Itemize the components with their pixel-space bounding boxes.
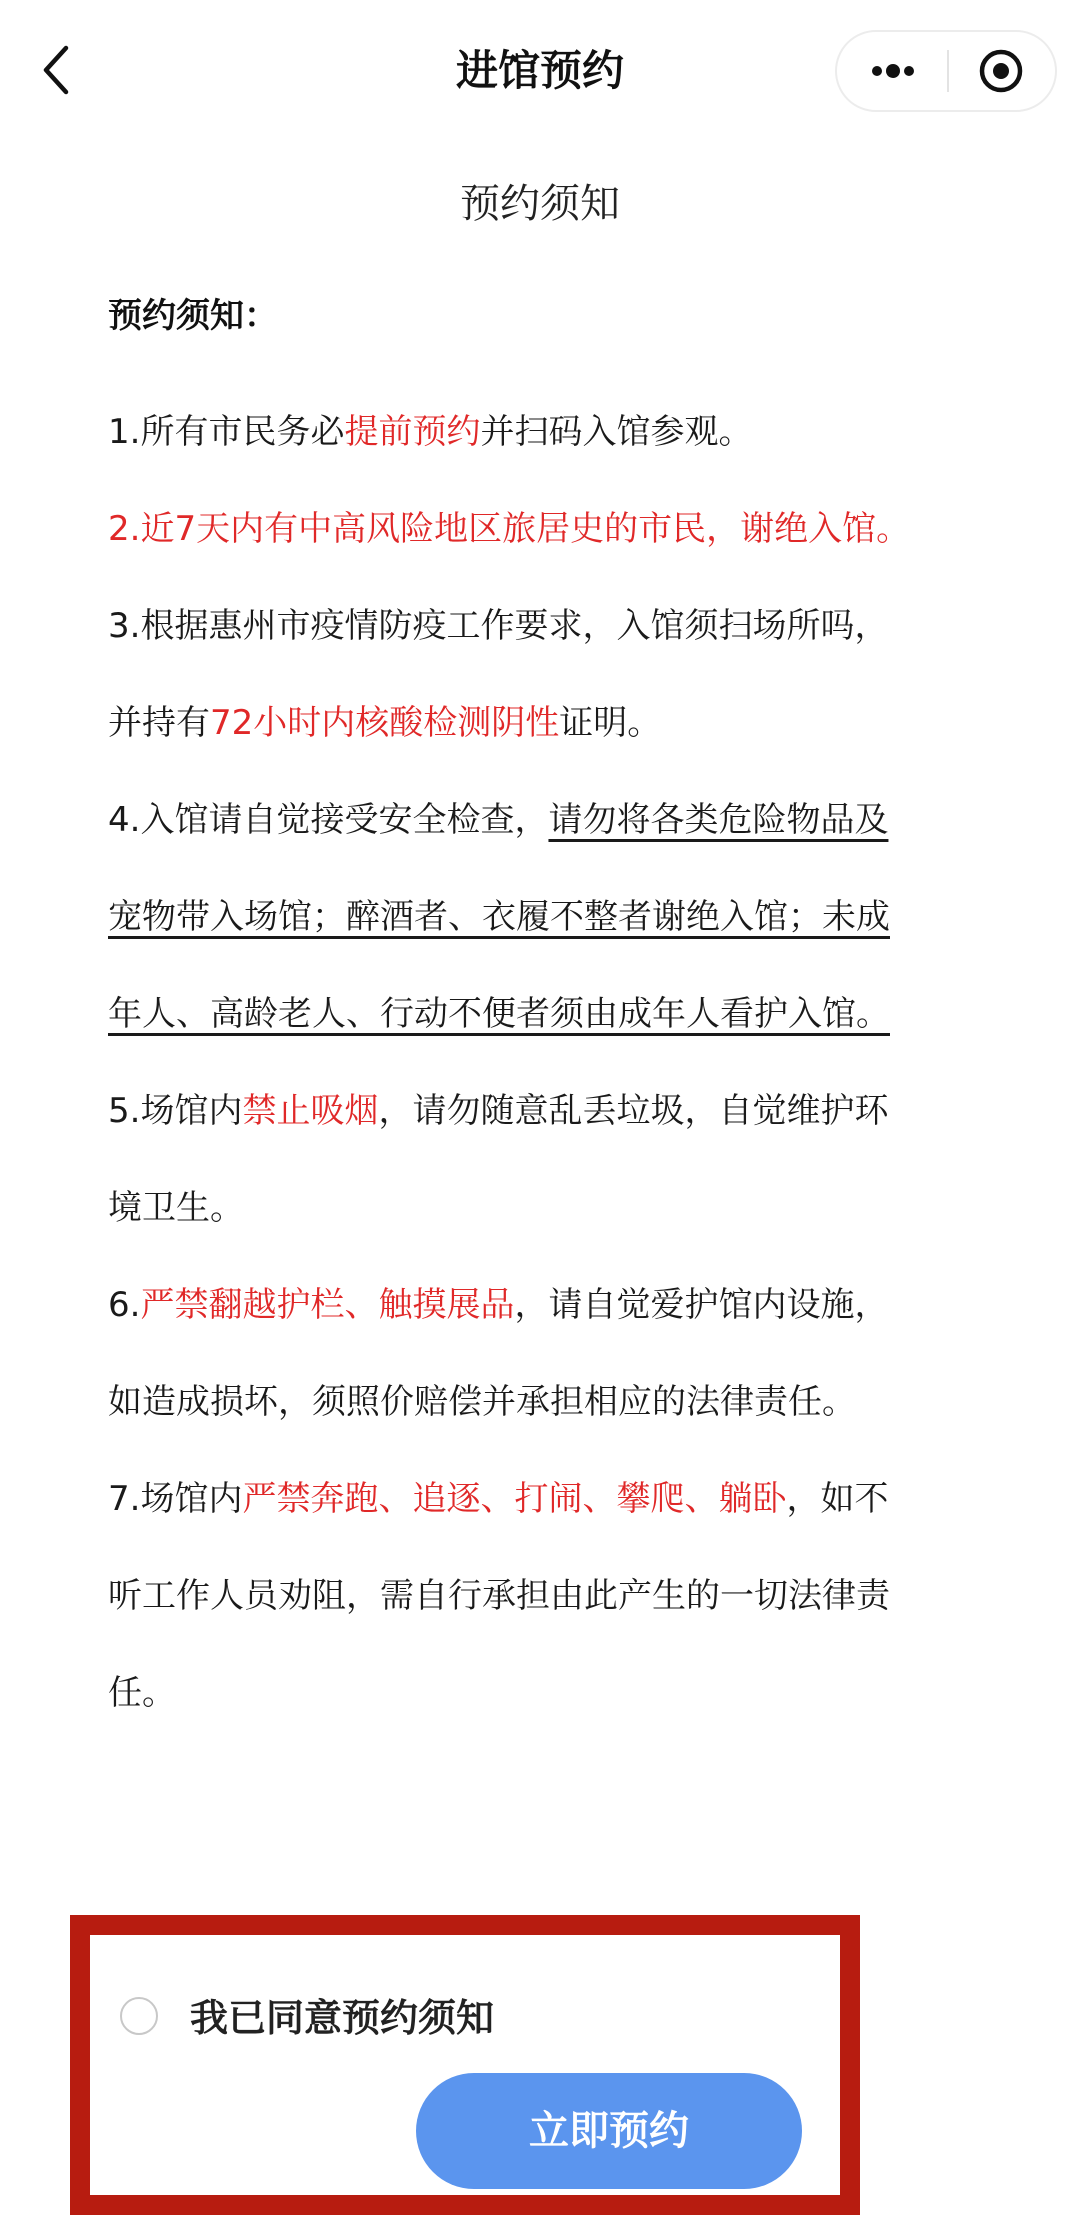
item4-underlined-3: 年人、高龄老人、行动不便者须由成年人看护入馆。	[108, 994, 890, 1034]
notice-item-5-line-1	[108, 1063, 988, 1160]
notice-item-7-line-2: 听工作人员劝阻，需自行承担由此产生的一切法律责	[108, 1576, 890, 1616]
item3-pre: 并持有	[108, 703, 210, 743]
notice-heading: 预约须知：	[108, 296, 278, 336]
more-button[interactable]	[837, 32, 947, 110]
more-dots-icon	[837, 32, 947, 110]
notice-item-2: 2.近7天内有中高风险地区旅居史的市民，谢绝入馆。	[108, 509, 911, 549]
notice-item-3-line-1: 3.根据惠州市疫情防疫工作要求，入馆须扫场所吗，	[108, 606, 889, 646]
item6-pre: 6.	[108, 1285, 141, 1325]
section-title: 预约须知	[460, 181, 620, 227]
notice-item-4-line-3	[108, 966, 988, 1063]
item6-highlight: 严禁翻越护栏、触摸展品	[140, 1285, 515, 1325]
item1-post: 并扫码入馆参观。	[480, 412, 753, 452]
target-circle-icon	[949, 32, 1057, 110]
notice-item-4-line-2	[108, 869, 988, 966]
agree-radio[interactable]	[120, 1997, 158, 2035]
item5-highlight: 禁止吸烟	[242, 1091, 379, 1131]
item4-underlined-2: 宠物带入场馆；醉酒者、衣履不整者谢绝入馆；未成	[108, 897, 890, 937]
item3-post: 证明。	[559, 703, 662, 743]
item7-post: ，如不	[786, 1479, 889, 1519]
notice-item-7-line-1	[108, 1451, 988, 1548]
item4-pre: 4.入馆请自觉接受安全检查，	[108, 800, 549, 840]
item5-pre: 5.场馆内	[108, 1091, 243, 1131]
close-mini-program-button[interactable]	[949, 32, 1057, 110]
notice-content	[108, 288, 988, 1742]
item7-pre: 7.场馆内	[108, 1479, 243, 1519]
item1-highlight: 提前预约	[344, 412, 481, 452]
notice-item-1	[108, 384, 988, 481]
agreement-panel	[70, 1915, 860, 2215]
notice-item-6-line-1	[108, 1257, 988, 1354]
item5-post: ，请勿随意乱丢垃圾，自觉维护环	[378, 1091, 889, 1131]
page-title: 进馆预约	[455, 46, 624, 95]
notice-item-4-line-1	[108, 772, 988, 869]
reserve-now-button[interactable]: 立即预约	[416, 2073, 802, 2189]
notice-item-5-line-2: 境卫生。	[108, 1188, 244, 1228]
item1-pre: 1.所有市民务必	[108, 412, 345, 452]
notice-item-7-line-3: 任。	[108, 1673, 176, 1713]
item6-post: ，请自觉爱护馆内设施，	[514, 1285, 889, 1325]
agree-label: 我已同意预约须知	[190, 1996, 495, 2040]
navigation-bar	[0, 0, 1080, 140]
notice-item-3-line-2	[108, 675, 988, 772]
item7-highlight: 严禁奔跑、追逐、打闹、攀爬、躺卧	[242, 1479, 787, 1519]
notice-item-6-line-2: 如造成损坏，须照价赔偿并承担相应的法律责任。	[108, 1382, 856, 1422]
mini-program-capsule	[835, 30, 1057, 112]
item4-underlined-1: 请勿将各类危险物品及	[548, 800, 889, 840]
item3-highlight: 72小时内核酸检测阴性	[210, 703, 560, 743]
